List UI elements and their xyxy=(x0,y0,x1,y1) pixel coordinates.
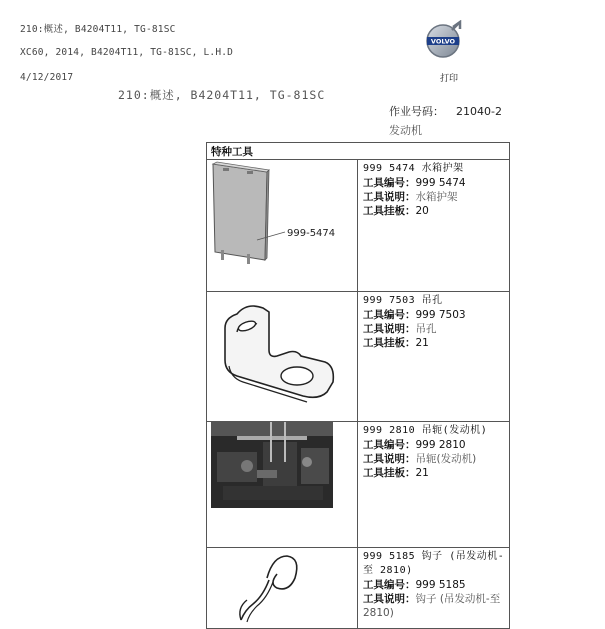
tool-description: 钩子 (吊发动机-至 2810) xyxy=(363,593,501,619)
work-number-label: 作业号码： xyxy=(389,105,444,118)
tool-info: 999 5474 水箱护架 工具编号：999 5474 工具说明：水箱护架 工具挂板：20 xyxy=(358,160,510,292)
tool-description: 水箱护架 xyxy=(415,191,458,203)
tool-title: 999 2810 吊轭(发动机) xyxy=(363,425,488,436)
tool-image-cell xyxy=(207,422,358,548)
svg-text:999-5474: 999-5474 xyxy=(287,228,336,239)
table-row xyxy=(207,160,510,292)
special-tools-table xyxy=(206,142,510,629)
svg-text:VOLVO: VOLVO xyxy=(430,37,456,46)
tool-description: 吊轭(发动机) xyxy=(415,453,477,465)
tool-number: 999 5185 xyxy=(415,579,466,591)
work-number-value: 21040-2 xyxy=(456,105,502,118)
tool-info: 999 7503 吊孔 工具编号：999 7503 工具说明：吊孔 工具挂板：21 xyxy=(358,292,510,422)
volvo-logo-icon xyxy=(424,20,464,60)
tool-number: 999 2810 xyxy=(415,439,466,451)
tool-panel: 20 xyxy=(415,205,429,217)
table-row xyxy=(207,292,510,422)
table-row xyxy=(207,422,510,548)
work-number xyxy=(389,103,502,119)
header-vehicle-info: XC60, 2014, B4204T11, TG-81SC, L.H.D xyxy=(20,47,234,58)
tool-info: 999 5185 钩子 (吊发动机-至 2810) 工具编号：999 5185 工具说明：钩子 (吊发动机-至 2810) xyxy=(358,548,510,629)
tool-panel: 21 xyxy=(415,337,429,349)
tool-number: 999 7503 xyxy=(415,309,466,321)
tool-image-cell xyxy=(207,548,358,629)
category-label: 发动机 xyxy=(389,124,422,137)
header-doc-path: 210:概述, B4204T11, TG-81SC xyxy=(20,24,176,35)
header-date: 4/12/2017 xyxy=(20,72,74,83)
engine-lifting-yoke-photo xyxy=(207,422,357,546)
page-title: 210:概述, B4204T11, TG-81SC xyxy=(118,88,326,102)
tool-panel: 21 xyxy=(415,467,429,479)
print-link[interactable]: 打印 xyxy=(440,74,459,84)
tool-image-cell xyxy=(207,292,358,422)
tool-number: 999 5474 xyxy=(415,177,466,189)
hook-image xyxy=(207,548,357,628)
table-row xyxy=(207,548,510,629)
radiator-guard-image xyxy=(207,160,357,290)
tool-title: 999 5474 水箱护架 xyxy=(363,163,464,174)
tool-title: 999 5185 钩子 (吊发动机-至 2810) xyxy=(363,551,505,576)
table-header: 特种工具 xyxy=(207,143,510,160)
tool-description: 吊孔 xyxy=(415,323,437,335)
tool-image-cell xyxy=(207,160,358,292)
lifting-eye-image xyxy=(207,292,357,420)
tool-title: 999 7503 吊孔 xyxy=(363,295,443,306)
tool-info: 999 2810 吊轭(发动机) 工具编号：999 2810 工具说明：吊轭(发动机) 工具挂板：21 xyxy=(358,422,510,548)
